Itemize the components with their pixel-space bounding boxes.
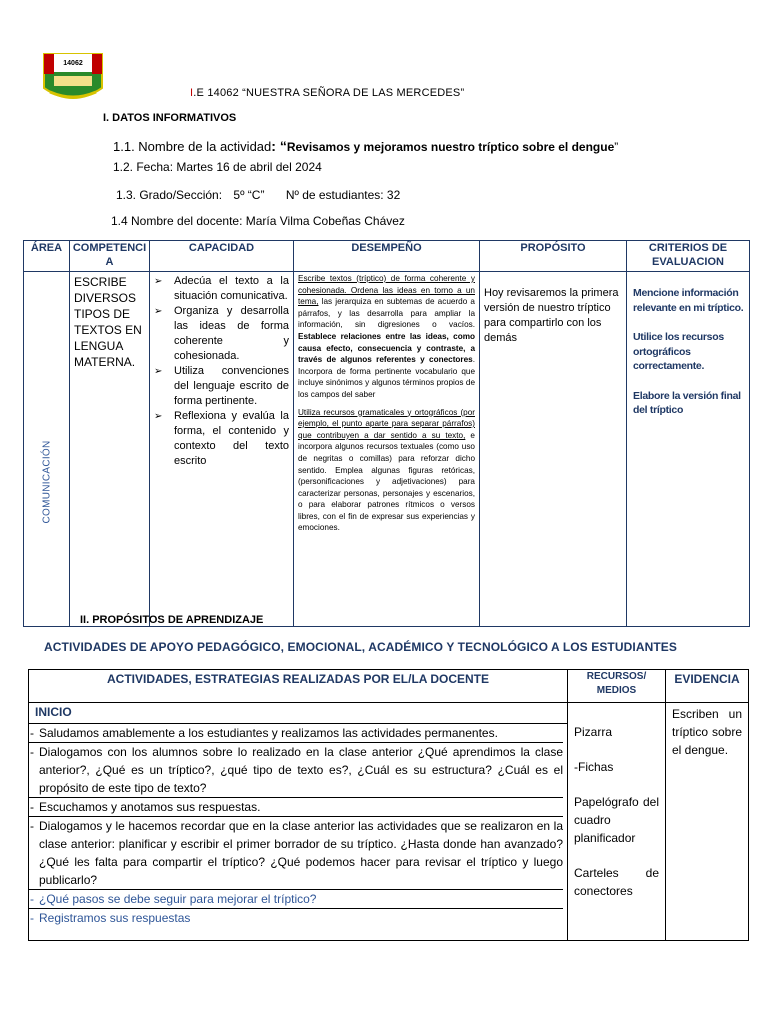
competencia-value: ESCRIBE DIVERSOS TIPOS DE TEXTOS EN LENGUA MATERNA. xyxy=(70,272,150,627)
desempeno-cell xyxy=(294,272,480,627)
capacidad-item xyxy=(154,409,289,469)
planning-table xyxy=(23,240,750,627)
planning-body-row xyxy=(24,272,750,627)
activity-item: - Registramos sus respuestas xyxy=(30,911,191,925)
logo-number: 14062 xyxy=(63,60,83,67)
activities-title: ACTIVIDADES DE APOYO PEDAGÓGICO, EMOCIONAL, ACADÉMICO Y TECNOLÓGICO A LOS ESTUDIANTES xyxy=(44,640,677,654)
header-actividades: ACTIVIDADES, ESTRATEGIAS REALIZADAS POR EL/LA DOCENTE xyxy=(29,670,568,703)
grade-label: 1.3. Grado/Sección: xyxy=(116,188,223,202)
capacidad-item xyxy=(154,304,289,364)
desempeno-paragraph-2 xyxy=(298,407,475,535)
activity-item: - Escuchamos y anotamos sus respuestas. xyxy=(29,798,563,817)
teacher-line: 1.4 Nombre del docente: María Vilma Cobeñas Chávez xyxy=(111,214,405,228)
activity-item: - ¿Qué pasos se debe seguir para mejorar el tríptico? xyxy=(29,890,563,909)
logo-flag-left xyxy=(44,54,54,74)
activity-text: Dialogamos y le hacemos recordar que en la clase anterior las actividades que se realizaron en la clase anterior: planificar y escribir el primer borrador de su tríptico. ¿Hasta donde han avanzado? ¿Qué les falta para compartir el tríptico? ¿Qué podemos hacer para revisar el tríptico y luego publicarlo? xyxy=(39,819,563,887)
activities-cell xyxy=(29,724,568,941)
planning-header-row xyxy=(24,241,750,272)
area-value: COMUNICACIÓN xyxy=(41,440,52,524)
capacidad-text: Organiza y desarrolla las ideas de forma coherente y cohesionada. xyxy=(174,305,289,362)
evidencia-value: Escriben un tríptico sobre el dengue. xyxy=(666,703,749,941)
date-line: 1.2. Fecha: Martes 16 de abril del 2024 xyxy=(113,160,322,174)
recurso-item: Papelógrafo del cuadro planificador xyxy=(574,795,659,845)
desempeno-paragraph-1 xyxy=(298,273,475,401)
header-criterios: CRITERIOS DE EVALUACION xyxy=(627,241,750,272)
section-propositos: II. PROPÓSITOS DE APRENDIZAJE xyxy=(80,614,264,626)
school-logo xyxy=(40,50,106,104)
arrow-bullet-icon: ➢ xyxy=(154,411,163,422)
activity-text: Escuchamos y anotamos sus respuestas. xyxy=(39,800,261,814)
header-capacidad: CAPACIDAD xyxy=(150,241,294,272)
capacidad-text: Adecúa el texto a la situación comunicativa. xyxy=(174,275,289,302)
school-name-rest: .E 14062 “NUESTRA SEÑORA DE LAS MERCEDES” xyxy=(193,87,465,99)
proposito-value: Hoy revisaremos la primera versión de nuestro tríptico para compartirlo con los demás xyxy=(480,272,627,627)
arrow-bullet-icon: ➢ xyxy=(154,366,163,377)
school-name xyxy=(190,87,464,99)
header-desempeno: DESEMPEÑO xyxy=(294,241,480,272)
activities-list xyxy=(29,724,567,927)
criterio-item: Utilice los recursos ortográficos correctamente. xyxy=(633,331,724,372)
activity-item: - Saludamos amablemente a los estudiantes y realizamos las actividades permanentes. xyxy=(29,724,563,743)
activity-name-line xyxy=(113,138,618,154)
activity-colon: : “ xyxy=(271,138,287,154)
desempeno-p1-end: . Incorpora de forma pertinente vocabulario que incluye sinónimos y algunos términos propios de los campos del saber xyxy=(298,355,475,399)
criterio-item: Elabore la versión final del tríptico xyxy=(633,389,741,416)
activity-name: Revisamos y mejoramos nuestro tríptico sobre el dengue xyxy=(286,140,615,154)
header-proposito: PROPÓSITO xyxy=(480,241,627,272)
capacidad-text: Reflexiona y evalúa la forma, el contenido y contexto del texto escrito xyxy=(174,410,289,467)
logo-book xyxy=(54,76,92,86)
header-evidencia: EVIDENCIA xyxy=(666,670,749,703)
recurso-item: Pizarra xyxy=(574,725,613,739)
activity-item: - Dialogamos con los alumnos sobre lo realizado en la clase anterior ¿Qué aprendimos la clase anterior?, ¿Qué es un tríptico?, ¿qué tipo de texto es?, ¿Cuál es su estructura? ¿Cuál es el propósito de este tipo de texto? xyxy=(29,743,563,798)
activity-text: ¿Qué pasos se debe seguir para mejorar el tríptico? xyxy=(39,892,317,906)
school-name-initial: I xyxy=(190,87,194,99)
activities-table xyxy=(28,669,749,941)
activity-item: - Dialogamos y le hacemos recordar que en la clase anterior las actividades que se realizaron en la clase anterior: planificar y escribir el primer borrador de su tríptico. ¿Hasta donde han avanzado? ¿Qué les falta para compartir el tríptico? ¿Qué podemos hacer para revisar el tríptico y luego publicarlo? xyxy=(29,817,563,890)
header-area: ÁREA xyxy=(24,241,70,272)
grade-value: 5º “C” xyxy=(233,188,265,202)
activity-text: Saludamos amablemente a los estudiantes y realizamos las actividades permanentes. xyxy=(39,726,498,740)
criterios-cell xyxy=(627,272,750,627)
capacidad-item xyxy=(154,364,289,409)
activity-label: 1.1. Nombre de la actividad xyxy=(113,139,272,154)
activities-header-row xyxy=(29,670,749,703)
inicio-row xyxy=(29,703,749,724)
desempeno-p1-bold: Establece relaciones entre las ideas, como causa efecto, consecuencia y contraste, a través de algunos referentes y conectores xyxy=(298,331,475,365)
section-datos-informativos: I. DATOS INFORMATIVOS xyxy=(103,112,237,124)
activity-text: Dialogamos con los alumnos sobre lo realizado en la clase anterior ¿Qué aprendimos la clase anterior?, ¿Qué es un tríptico?, ¿qué tipo de texto es?, ¿Cuál es su estructura? ¿Cuál es el propósito de este tipo de texto? xyxy=(39,745,563,795)
grade-line xyxy=(116,188,400,202)
header-recursos: RECURSOS/ MEDIOS xyxy=(568,670,666,703)
students-count: Nº de estudiantes: 32 xyxy=(285,188,401,202)
recurso-item: Carteles de conectores xyxy=(574,866,659,898)
area-cell xyxy=(24,272,70,627)
arrow-bullet-icon: ➢ xyxy=(154,276,163,287)
desempeno-p2-rest: e incorpora algunos recursos textuales (como uso de negritas o comillas) para reforzar dicho sentido. Emplea algunas figuras retóricas, (personificaciones y adjetivaciones) para caracterizar personas, personajes y escenarios, o para elaborar patrones rítmicos o versos libres, con el fin de expresar sus experiencias y emociones. xyxy=(298,430,475,533)
desempeno-p1-underline: Escribe textos (tríptico) de forma coherente y cohesionada. Ordena las ideas en torno a un tema, xyxy=(298,274,475,307)
capacidad-list xyxy=(150,272,293,469)
capacidad-text: Utiliza convenciones del lenguaje escrito de forma pertinente. xyxy=(174,365,289,407)
activity-text: Registramos sus respuestas xyxy=(39,911,191,925)
capacidad-item xyxy=(154,274,289,304)
desempeno-p1-rest: las jerarquiza en subtemas de acuerdo a párrafos, y las desarrolla para ampliar la información, sin digresiones o vacíos. xyxy=(298,297,475,330)
arrow-bullet-icon: ➢ xyxy=(154,306,163,317)
criterio-item: Mencione información relevante en mi tríptico. xyxy=(633,287,744,314)
recursos-cell xyxy=(568,703,666,941)
capacidad-cell xyxy=(150,272,294,627)
inicio-label: INICIO xyxy=(29,703,568,724)
header-competencia: COMPETENCIA xyxy=(70,241,150,272)
activity-close: ” xyxy=(614,140,619,154)
recurso-item: -Fichas xyxy=(574,760,614,774)
logo-flag-right xyxy=(92,54,102,74)
desempeno-p2-underline: Utiliza recursos gramaticales y ortográficos (por ejemplo, el punto aparte para separar párrafos) que contribuyen a dar sentido a su texto, xyxy=(298,407,475,440)
